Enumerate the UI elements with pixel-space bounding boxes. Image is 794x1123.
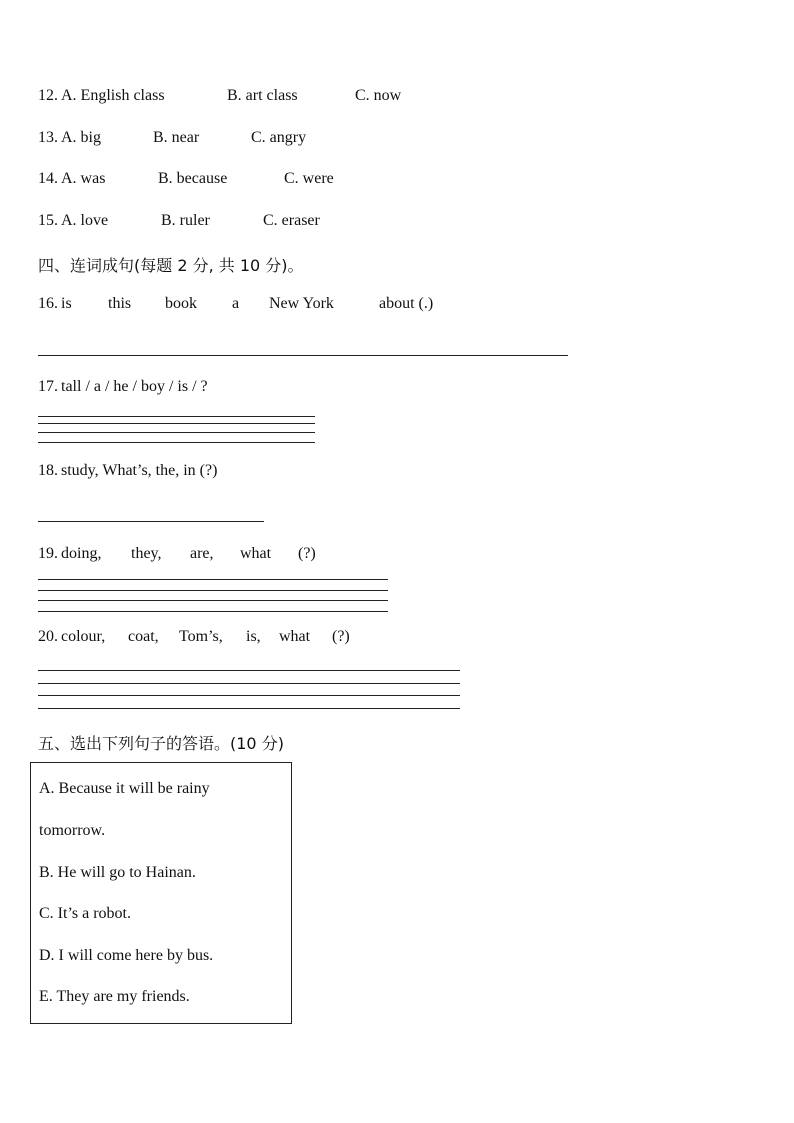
question-text: tall / a / he / boy / is / ?: [61, 378, 208, 395]
option-c: C. now: [355, 87, 402, 104]
word-chip: (?): [332, 628, 350, 645]
word-chip: is: [61, 295, 72, 312]
word-chip: New York: [269, 295, 334, 312]
option-a: A. was: [61, 170, 106, 187]
option-a: A. big: [61, 129, 101, 146]
question-number: 19.: [38, 545, 58, 562]
question-text: study, What’s, the, in (?): [61, 462, 218, 479]
question-number: 18.: [38, 462, 58, 479]
option-b: B. ruler: [161, 212, 210, 229]
answer-line[interactable]: [38, 521, 264, 522]
answer-option-c: C. It’s a robot.: [39, 905, 131, 922]
word-chip: about (.): [379, 295, 434, 312]
question-number: 15.: [38, 212, 58, 229]
answer-line[interactable]: [38, 423, 315, 424]
answer-line[interactable]: [38, 708, 460, 709]
section-5-heading: 五、选出下列句子的答语。(10 分): [38, 734, 284, 753]
word-chip: (?): [298, 545, 316, 562]
word-chip: a: [232, 295, 240, 312]
word-chip: what: [279, 628, 311, 645]
question-number: 16.: [38, 295, 58, 312]
answer-line[interactable]: [38, 590, 388, 591]
option-c: C. angry: [251, 129, 307, 146]
answer-option-d: D. I will come here by bus.: [39, 947, 214, 964]
word-chip: this: [108, 295, 132, 312]
answer-line[interactable]: [38, 442, 315, 443]
option-a: A. English class: [61, 87, 165, 104]
answer-line[interactable]: [38, 355, 568, 356]
answer-line[interactable]: [38, 683, 460, 684]
option-c: C. were: [284, 170, 334, 187]
question-number: 13.: [38, 129, 58, 146]
word-chip: they,: [131, 545, 162, 562]
answer-line[interactable]: [38, 579, 388, 580]
answer-line[interactable]: [38, 670, 460, 671]
option-a: A. love: [61, 212, 109, 229]
answer-option-e: E. They are my friends.: [39, 988, 190, 1005]
answer-option-b: B. He will go to Hainan.: [39, 864, 196, 881]
option-b: B. because: [158, 170, 228, 187]
word-chip: are,: [190, 545, 214, 562]
answer-option-a: A. Because it will be rainy: [39, 780, 210, 797]
answer-line[interactable]: [38, 600, 388, 601]
answer-line[interactable]: [38, 695, 460, 696]
option-b: B. art class: [227, 87, 298, 104]
question-number: 17.: [38, 378, 58, 395]
word-chip: colour,: [61, 628, 106, 645]
answer-line[interactable]: [38, 432, 315, 433]
word-chip: Tom’s,: [179, 628, 223, 645]
option-b: B. near: [153, 129, 200, 146]
answer-option-a-cont: tomorrow.: [39, 822, 106, 839]
option-c: C. eraser: [263, 212, 320, 229]
word-chip: is,: [246, 628, 261, 645]
word-chip: doing,: [61, 545, 102, 562]
answer-line[interactable]: [38, 611, 388, 612]
word-chip: coat,: [128, 628, 159, 645]
word-chip: what: [240, 545, 272, 562]
answer-line[interactable]: [38, 416, 315, 417]
word-chip: book: [165, 295, 197, 312]
section-4-heading: 四、连词成句(每题 2 分, 共 10 分)。: [38, 256, 304, 275]
question-number: 14.: [38, 170, 58, 187]
answer-options-box: [30, 762, 292, 1024]
question-number: 12.: [38, 87, 58, 104]
question-number: 20.: [38, 628, 58, 645]
